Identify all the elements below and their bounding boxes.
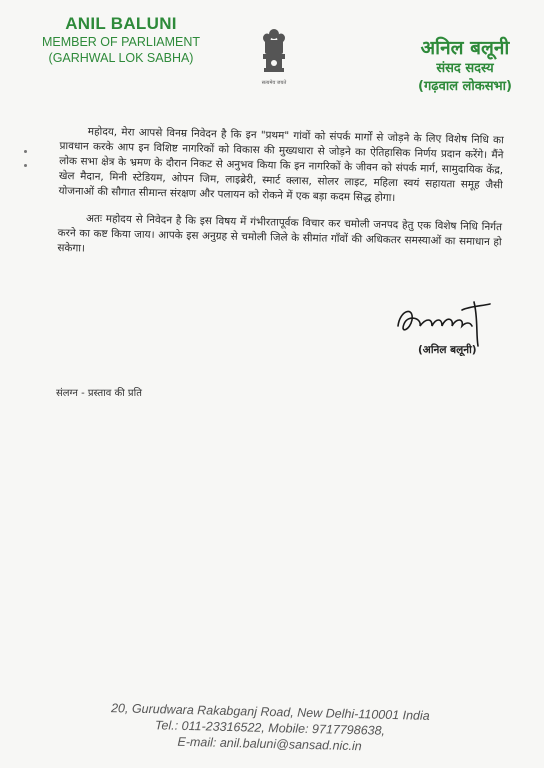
emblem-icon xyxy=(259,26,289,80)
letter-body xyxy=(57,124,504,265)
punch-mark xyxy=(24,164,27,167)
footer-email: E-mail: anil.baluni@sansad.nic.in xyxy=(177,734,362,754)
mp-title-hindi: संसद सदस्य xyxy=(436,61,494,76)
constituency: (GARHWAL LOK SABHA) xyxy=(48,51,194,65)
footer-phone: Tel.: 011-23316522, Mobile: 9717798638, xyxy=(154,718,386,738)
paragraph: महोदय, मेरा आपसे विनम्र निवेदन है कि इन "प्रथम" गांवों को संपर्क मार्गों से जोड़ने के लिए विशेष निधि का प्रावधान करके आप इन विशिष्ट नागरिकों को विकास की मुख्यधारा से जोड़ने का ऐतिहासिक निर्णय प्रदान करेंगे। मैंने लोक सभा क्षेत्र के भ्रमण के दौरान निकट से अनुभव किया कि इन नागरिकों के जीवन को संपर्क मार्ग, सामुदायिक केंद्र, खेल मैदान, मिनी स्टेडियम, ओपन जिम, लाइब्रेरी, स्मार्ट क्लास, सोलर लाइट, महिला स्वयं सहायता समूह जैसी योजनाओं की सौगात सीमान्त संरक्षण और पलायन को रोकने में एक बड़ा कदम सिद्ध होगा। xyxy=(58,125,504,205)
punch-mark xyxy=(24,150,27,153)
paragraph: अतः महोदय से निवेदन है कि इस विषय में गंभीरतापूर्वक विचार कर चमोली जनपद हेतु एक विशेष निधि निर्गत करने का कष्ट किया जाय। आपके इस अनुग्रह से चमोली जिले के सीमांत गाँवों की अधिकतर समस्याओं का समाधान हो सकेगा। xyxy=(57,212,503,255)
handwritten-signature xyxy=(392,296,504,348)
letterhead-english xyxy=(36,14,206,66)
national-emblem xyxy=(254,26,294,96)
letterhead-hindi xyxy=(400,36,530,96)
footer-address-block xyxy=(79,699,460,756)
mp-name-hindi: अनिल बलूनी xyxy=(420,37,510,59)
enclosure-note: संलग्न - प्रस्ताव की प्रति xyxy=(56,388,142,399)
emblem-caption: सत्यमेव जयते xyxy=(261,80,287,86)
mp-name: ANIL BALUNI xyxy=(65,14,177,33)
mp-title: MEMBER OF PARLIAMENT xyxy=(41,35,201,49)
signatory-name: (अनिल बलूनी) xyxy=(418,344,477,356)
footer-address: 20, Gurudwara Rakabganj Road, New Delhi-110001 India xyxy=(110,701,430,723)
constituency-hindi: (गढ़वाल लोकसभा) xyxy=(418,79,512,94)
